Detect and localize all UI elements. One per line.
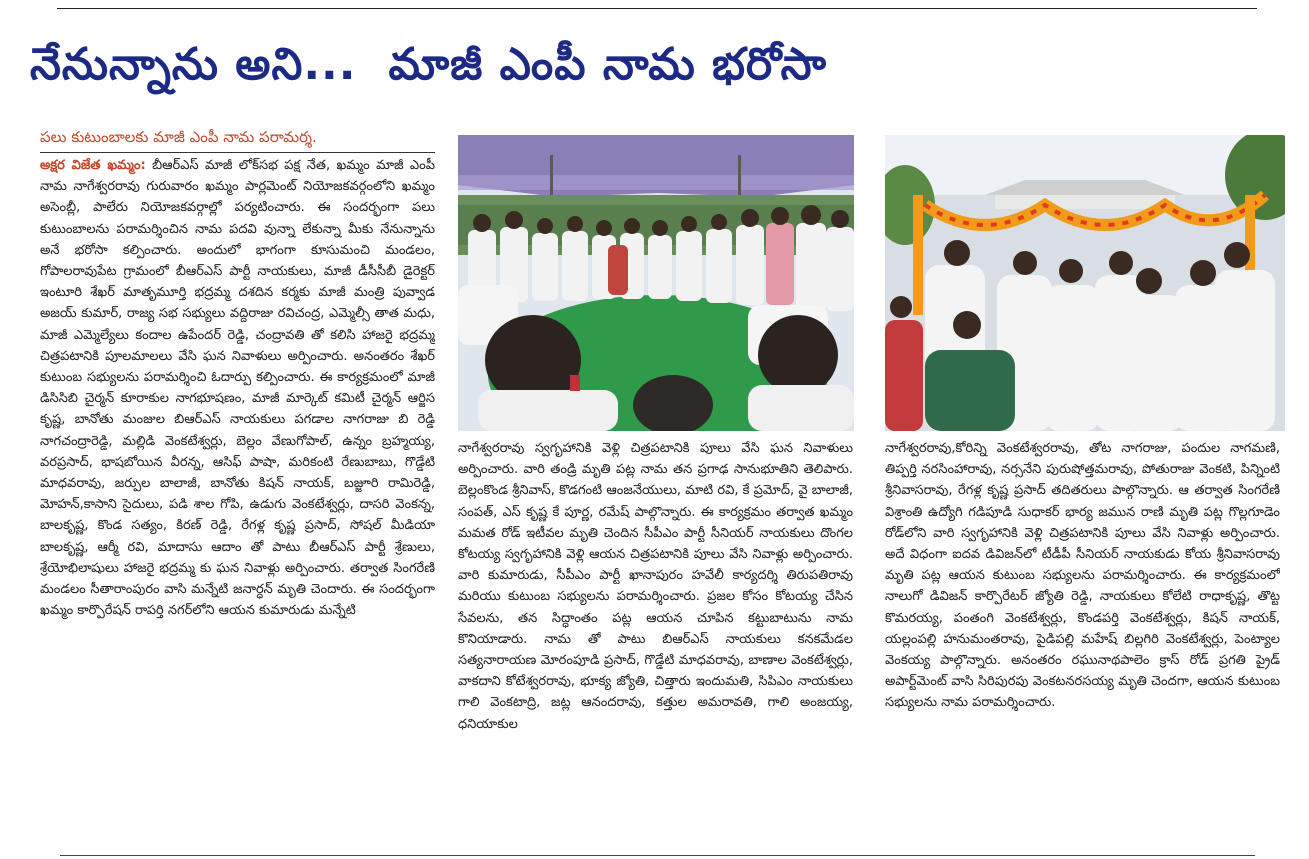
top-rule bbox=[57, 8, 1257, 9]
article-column-2 bbox=[458, 438, 853, 838]
byline: అక్షర విజేత ఖమ్మం: bbox=[40, 158, 146, 173]
article-column-1 bbox=[40, 155, 435, 835]
subheadline-underline bbox=[40, 152, 435, 153]
article-column-3 bbox=[885, 438, 1280, 838]
headline-part-1: నేనున్నాను అని... bbox=[30, 39, 357, 90]
column-3-text: నాగేశ్వరరావు,కోరిన్ని వెంకటేశ్వరరావు, తోట నాగరాజు, పందుల నాగమణి, తిప్పర్తి నరసింహారావు, నర్సనేని పురుషోత్తమరావు, పోతురాజు వెంకటి, పిన్నింటి శ్రీనివాసరావు, రేగళ్ల కృష్ణ ప్రసాద్ తదితరులు పాల్గొన్నారు. ఆ తర్వాత సింగరేణి విశ్రాంతి ఉద్యోగి గడిపూడి సుధాకర్ భార్య జమున రాణి మృతి పట్ల గొల్లగూడెం రోడ్‌లోని వారి స్వగృహానికి వెళ్లి చిత్రపటానికి పూలు వేసి నివాళ్లు అర్పించారు. అదే విధంగా ఐదవ డివిజన్‌లో టీడీపీ సీనియర్ నాయకుడు కోయ శ్రీనివాసరావు మృతి పట్ల ఆయన కుటుంబ సభ్యులను పరామర్శించారు. ఈ కార్యక్రమంలో నాలుగో డివిజన్ కార్పొరేటర్ జ్యోతి రెడ్డి, నాయకులు కోలేటి రాధాకృష్ణ, తొట్ట కొమరయ్య, పంతంగి వెంకటేశ్వర్లు, కొండపర్తి వెంకటేశ్వర్లు, కిషన్ నాయక్, యల్లంపల్లి హనుమంతరావు, పైడిపల్లి మహేష్ బిల్లగిరి వెంకటేశ్వర్లు, పెంట్యాల వెంకయ్య పాల్గొన్నారు. అనంతరం రఘునాథపాలెం క్రాస్ రోడ్ ప్రగతి ప్రైడ్ అపార్ట్‌మెంట్ వాసి సిరిపురపు వెంకటనరసయ్య మృతి చెందగా, ఆయన కుటుంబ సభ్యులను నామ పరామర్శించారు. bbox=[885, 441, 1280, 711]
bottom-rule bbox=[60, 855, 1255, 856]
headline-part-2: మాజీ ఎంపీ నామ భరోసా bbox=[388, 39, 828, 90]
headline bbox=[30, 30, 1280, 100]
subheadline: పలు కుటుంబాలకు మాజీ ఎంపీ నామ పరామర్శ. bbox=[40, 128, 317, 146]
column-1-text: బీఆర్ఎస్ మాజీ లోక్‌సభ పక్ష నేత, ఖమ్మం మాజీ ఎంపీ నామ నాగేశ్వరరావు గురువారం ఖమ్మం పార్లమెంట్ నియోజకవర్గంలోని ఖమ్మం అసెంబ్లీ, పాలేరు నియోజకవర్గాల్లో పర్యటించారు. ఈ సందర్భంగా పలు కుటుంబాలను పరామర్శించిన నామ పదవి వున్నా లేకున్నా మీకు నేనున్నాను అనే భరోసా కల్పించారు. అందులో భాగంగా కూసుమంచి మండలం, గోపాలరావుపేట గ్రామంలో బీఆర్ఎస్ పార్టీ నాయకులు, మాజీ డీసీసీబీ డైరెక్టర్ ఇంటూరి శేఖర్ మాతృమూర్తి భద్రమ్మ దశదిన కర్మకు మాజీ మంత్రి పువ్వాడ అజయ్ కుమార్, రాజ్య సభ సభ్యులు వద్దిరాజు రవిచంద్ర, ఎమ్మెల్సీ తాత మధు, మాజీ ఎమ్మెల్యేలు కందాల ఉపేందర్ రెడ్డి, చంద్రావతి తో కలిసి హాజరై భద్రమ్మ చిత్రపటానికి పూలమాలలు వేసి ఘన నివాళులు అర్పించారు. అనంతరం శేఖర్ కుటుంబ సభ్యులను పరామర్శించి ఓదార్పు కల్పించారు. ఈ కార్యక్రమంలో మాజీ డిసిసిబి చైర్మన్ కూరాకుల నాగభూషణం, మాజీ మార్కెట్ కమిటీ చైర్మన్ ఆర్జిస కృష్ణ, బానోతు మంజుల బిఆర్ఎస్ నాయకులు పగడాల నాగరాజు బి రెడ్డి నాగచంద్రారెడ్డి, మల్లిడి వెంకటేశ్వర్లు, బెల్లం వేణుగోపాల్, ఉన్నం బ్రహ్మయ్య, వరప్రసాద్, భాషబోయిన వీరన్న, ఆసిఫ్ పాషా, మరికంటి రేణుబాబు, గొడ్డేటి మాధవరావు, జర్పుల బాలాజీ, బానోతు కిషన్ నాయక్, బజ్జూరి రామిరెడ్డి, మోహన్,కాసాని సైదులు, పడి శాల గోపి, ఉడుగు వెంకటేశ్వర్లు, దాసరి వెంకన్న, బాలకృష్ణ, కొండ సత్యం, కిరణ్ రెడ్డి, రేగళ్ల కృష్ణ ప్రసాద్, సోషల్ మీడియా బాలకృష్ణ, ఆర్మీ రవి, మాదాసు ఆదాం తో పాటు బీఆర్ఎస్ పార్టీ శ్రేణులు, శ్రేయోభిలాషులు హాజరై భద్రమ్మ కు ఘన నివాళ్లు అర్పించారు. తర్వాత సింగరేణి మండలం సీతారాంపురం వాసి మన్నేటి జనార్ధన్ మృతి చెందారు. ఈ సందర్భంగా ఖమ్మం కార్పొరేషన్ రాపర్తి నగర్‌లోని ఆయన కుమారుడు మన్నేటి bbox=[40, 158, 435, 619]
photo-group-at-memorial bbox=[885, 135, 1285, 431]
column-2-text: నాగేశ్వరరావు స్వగృహానికి వెళ్లి చిత్రపటానికి పూలు వేసి ఘన నివాళులు అర్పించారు. వారి తండ్రి మృతి పట్ల నామ తన ప్రగాఢ సానుభూతిని తెలిపారు. బెల్లంకొండ శ్రీనివాస్, కొడగంటి ఆంజనేయులు, మాటి రవి, కే ప్రమోద్, వై బాలాజీ, సంపత్, ఎస్ కృష్ణ కే పూర్ణ, రమేష్ పాల్గొన్నారు. ఈ కార్యక్రమం తర్వాత ఖమ్మం మమత రోడ్ ఇటీవల మృతి చెందిన సీపీఎం పార్టీ సీనియర్ నాయకులు దొంగల కోటయ్య స్వగృహానికి వెళ్లి ఆయన చిత్రపటానికి పూలు వేసి నివాళ్లు అర్పించారు. వారి కుమారుడు, సీపీఎం పార్టీ ఖానాపురం హవేలీ కార్యదర్శి తిరుపతిరావు మరియు కుటుంబ సభ్యులను పరామర్శించారు. ప్రజల కోసం కోటయ్య చేసిన సేవలను, తన సిద్ధాంతం పట్ల ఆయన చూపిన కట్టుబాటును నామ కొనియాడారు. నామ తో పాటు బిఆర్ఎస్ నాయకులు కనకమేడల సత్యనారాయణ మోరంపూడి ప్రసాద్, గొడ్డేటి మాధవరావు, బాణాల వెంకటేశ్వర్లు, వాకదాని కోటేశ్వరరావు, భూక్య జ్యోతి, చిత్తారు ఇందుమతి, సిపిఎం నాయకులు గాలి వెంకటాద్రి, జట్ల ఆనందరావు, కత్తుల అమరావతి, గాలి అంజయ్య, ధనియాకుల bbox=[458, 441, 853, 732]
photo-gathering-under-tent bbox=[458, 135, 854, 431]
